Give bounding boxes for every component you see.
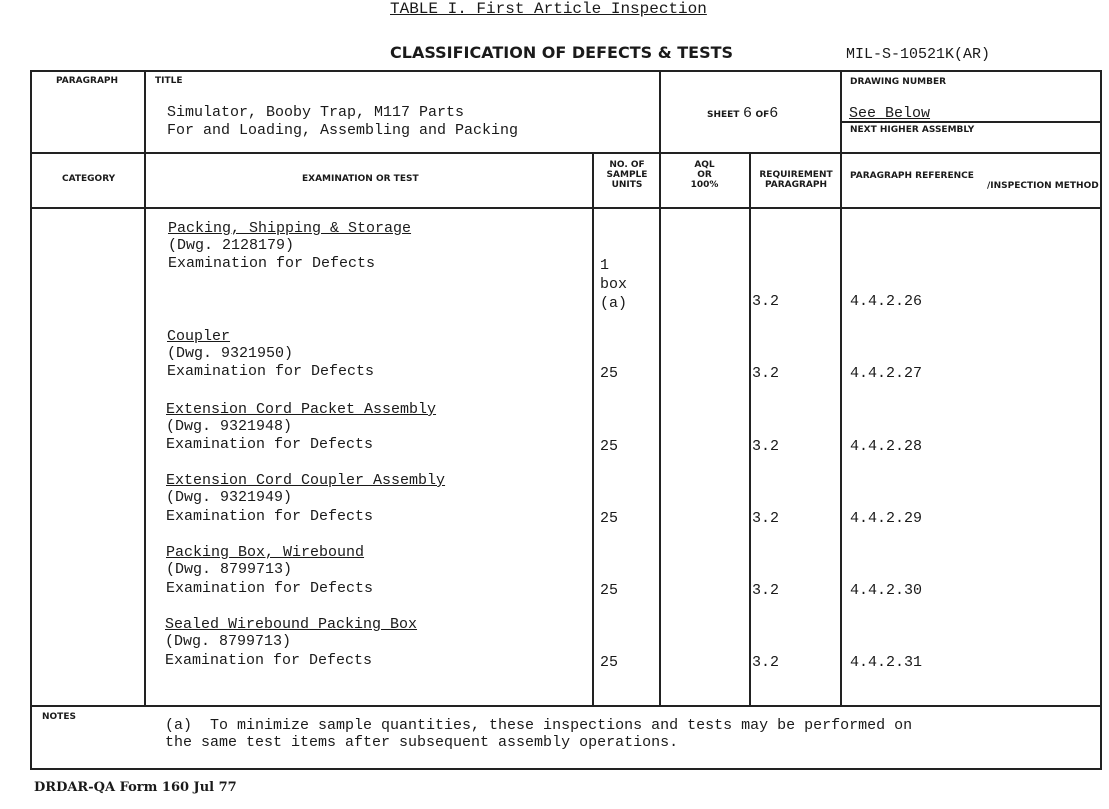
col-divider [592,152,594,705]
item-drawing: (Dwg. 9321950) [167,345,294,362]
sheet-indicator [707,105,778,122]
row-divider [32,705,1100,707]
row-divider [32,207,1100,209]
item-drawing: (Dwg. 9321948) [166,418,293,435]
table-title: TABLE I. First Article Inspection [390,0,707,18]
drawing-number-label: DRAWING NUMBER [850,77,947,87]
sheet-label: SHEET [707,110,740,120]
item-requirement: 3.2 [752,365,780,382]
item-requirement: 3.2 [752,510,780,527]
item-name: Coupler [167,328,231,345]
item-reference: 4.4.2.29 [850,510,923,527]
item-requirement: 3.2 [752,438,780,455]
samples-label: NO. OF SAMPLE UNITS [606,160,648,190]
spec-number: MIL-S-10521K(AR) [846,46,991,63]
sheet-total: 6 [769,105,779,122]
item-reference: 4.4.2.26 [850,293,923,310]
item-drawing: (Dwg. 8799713) [166,561,293,578]
doc-title-line2: For and Loading, Assembling and Packing [167,122,519,139]
inspection-table [30,70,1102,770]
item-reference: 4.4.2.28 [850,438,923,455]
notes-label: NOTES [42,712,76,722]
item-reference: 4.4.2.27 [850,365,923,382]
item-drawing: (Dwg. 8799713) [165,633,292,650]
item-exam: Examination for Defects [166,580,374,597]
item-exam: Examination for Defects [168,255,376,272]
item-reference: 4.4.2.30 [850,582,923,599]
item-exam: Examination for Defects [165,652,373,669]
category-label: CATEGORY [62,174,116,184]
item-name: Extension Cord Packet Assembly [166,401,437,418]
col-divider [144,72,146,705]
item-name: Packing Box, Wirebound [166,544,365,561]
item-drawing: (Dwg. 2128179) [168,237,295,254]
of-label: OF [755,110,770,120]
item-name: Packing, Shipping & Storage [168,220,412,237]
item-samples: 25 [600,365,619,382]
title-label: TITLE [155,76,183,86]
doc-title-line1: Simulator, Booby Trap, M117 Parts [167,104,465,121]
paragraph-reference-label: PARAGRAPH REFERENCE [850,171,974,181]
item-drawing: (Dwg. 9321949) [166,489,293,506]
item-samples: 25 [600,582,619,599]
item-requirement: 3.2 [752,654,780,671]
notes-line1: (a) To minimize sample quantities, these inspections and tests may be performed on [165,717,913,734]
item-name: Extension Cord Coupler Assembly [166,472,446,489]
next-higher-label: NEXT HIGHER ASSEMBLY [850,125,975,135]
form-id: DRDAR-QA Form 160 Jul 77 [34,780,237,795]
paragraph-label: PARAGRAPH [56,76,119,86]
row-divider [32,152,1100,154]
inspection-method-label: /INSPECTION METHOD [987,181,1099,191]
item-samples: 25 [600,438,619,455]
item-exam: Examination for Defects [166,436,374,453]
col-divider [659,72,661,705]
sheet-number: 6 [742,105,752,122]
item-samples: 25 [600,654,619,671]
item-requirement: 3.2 [752,293,780,310]
item-exam: Examination for Defects [167,363,375,380]
col-divider [749,152,751,705]
item-name: Sealed Wirebound Packing Box [165,616,418,633]
item-requirement: 3.2 [752,582,780,599]
notes-line2: the same test items after subsequent assembly operations. [165,734,679,751]
col-divider [840,72,842,705]
table-subtitle: CLASSIFICATION OF DEFECTS & TESTS [390,43,734,62]
item-exam: Examination for Defects [166,508,374,525]
exam-label: EXAMINATION OR TEST [302,174,419,184]
drawing-number-value: See Below [849,105,931,122]
item-samples: 1 box (a) [600,257,628,312]
item-samples: 25 [600,510,619,527]
aql-label: AQL OR 100% [690,160,719,190]
requirement-label: REQUIREMENT PARAGRAPH [759,170,833,190]
item-reference: 4.4.2.31 [850,654,923,671]
